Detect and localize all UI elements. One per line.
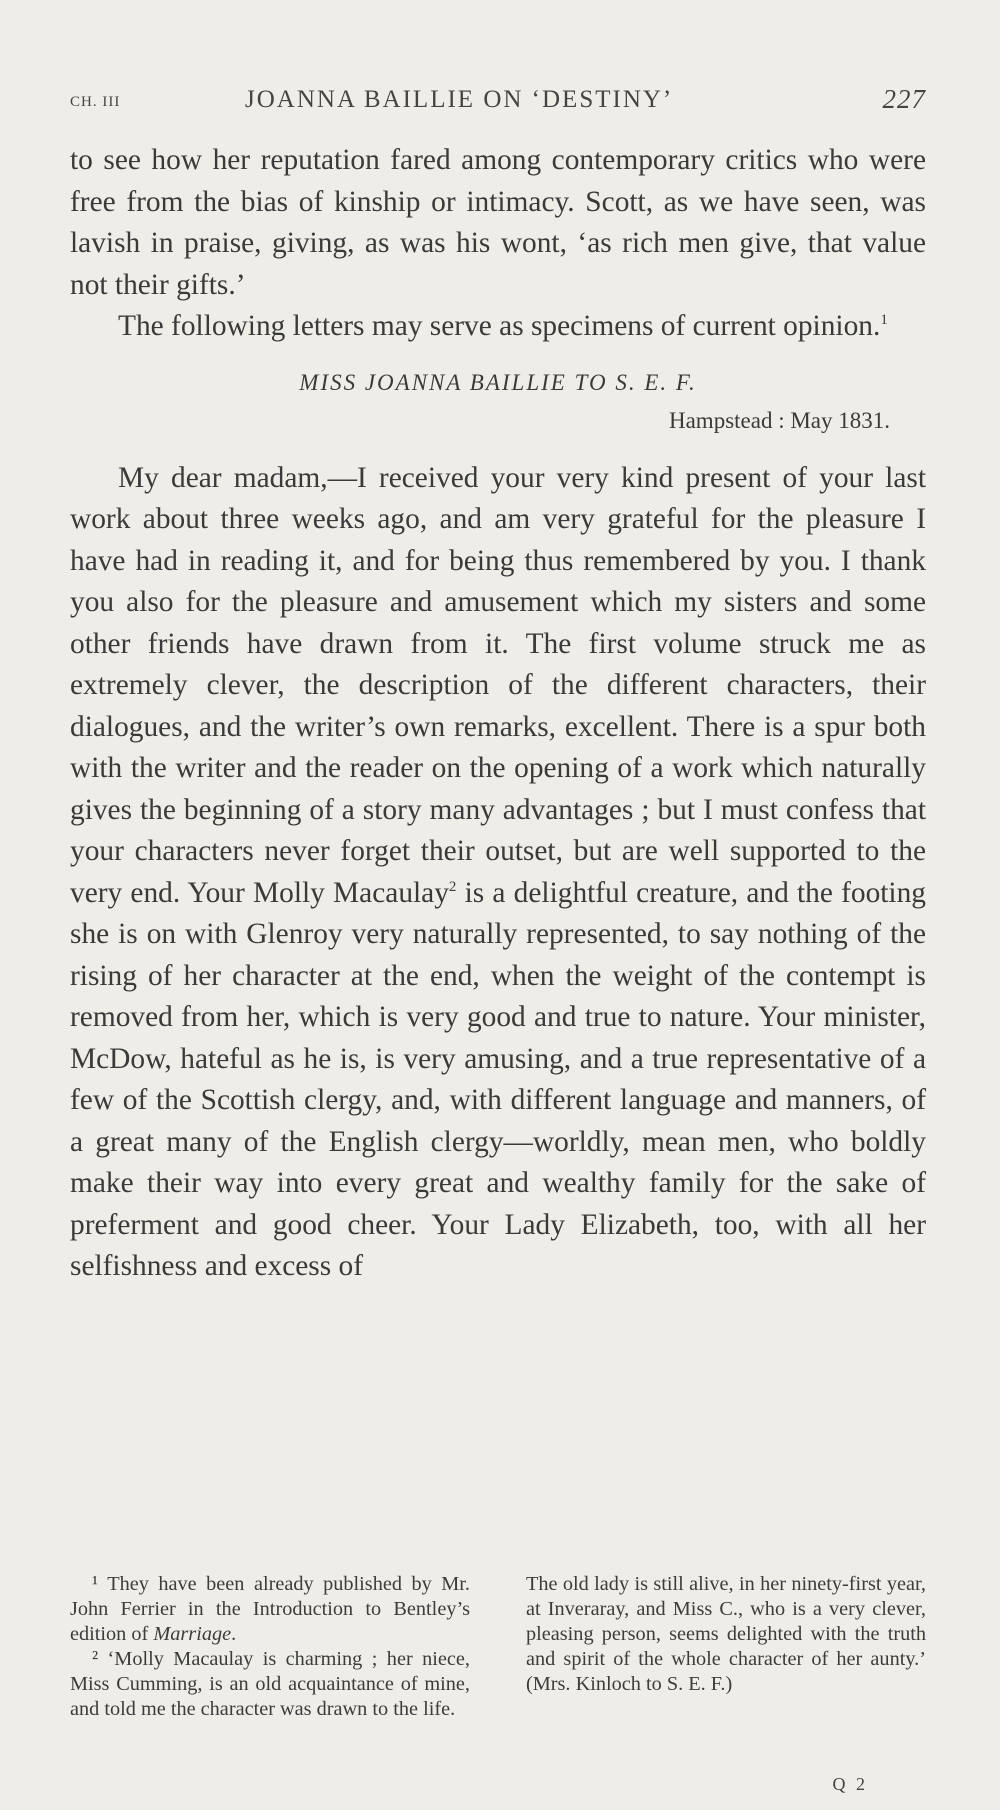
letter-dateline: Hampstead : May 1831. <box>668 407 890 433</box>
intro-paragraph: to see how her reputation fared among contemporary critics who were free from the bias of kinship or intimacy. Scott, as we have seen, was lavish in praise, giving, as was his wont, ‘as rich men give, that value not their gifts.’ <box>70 144 926 301</box>
letter-heading: MISS JOANNA BAILLIE TO S. E. F. <box>299 369 697 395</box>
footnote-1-text: ¹ They have been already published by Mr. John Ferrier in the Introduction to Bentley’s edition of <box>70 1573 470 1645</box>
intro-text: The following letters may serve as specimens of current opinion. <box>118 310 881 342</box>
footnote-1-title: Marriage <box>153 1623 232 1645</box>
letter-text-b: is a delightful creature, and the footing she is on with Glenroy very naturally represented, to say nothing of the rising of her character at the end, when the weight of the contempt is removed from her, which is very good and true to nature. Your minister, McDow, hateful as he is, is very amusing, and a true representative of a few of the Scottish clergy, and, with different language and manners, of a great many of the English clergy—worldly, mean men, who boldly make their way into every great and wealthy family for the sake of preferment and good cheer. Your Lady Elizabeth, too, with all her selfishness and excess of <box>70 876 926 1282</box>
footnote-column-left <box>70 1572 470 1722</box>
footnote-2: ² ‘Molly Macaulay is charming ; her niece, Miss Cumming, is an old acquaintance of mine, and told me the character was drawn to the life. <box>70 1648 470 1720</box>
footnote-1 <box>70 1572 470 1647</box>
intro-paragraph-2 <box>70 306 926 348</box>
book-page <box>70 82 926 1794</box>
footnotes <box>70 1572 926 1722</box>
chapter-label: CH. III <box>70 94 121 110</box>
footnote-ref-2: 2 <box>448 878 457 895</box>
page-number: 227 <box>882 84 926 114</box>
letter-text-a: My dear madam,—I received your very kind present of your last work about three weeks ago, and am very grateful for the pleasure I have had in reading it, and for being thus remembered by you. I thank you also for the pleasure and amusement which my sisters and some other friends have drawn from it. The first volume struck me as extremely clever, the description of the different characters, their dialogues, and the writer’s own remarks, excellent. There is a spur both with the writer and the reader on the opening of a work which naturally gives the beginning of a story many advantages ; but I must confess that your characters never forget their outset, but are well supported to the very end. Your Molly Macaulay <box>70 461 926 909</box>
signature-mark: Q 2 <box>832 1774 868 1794</box>
footnote-1-end: . <box>231 1623 237 1645</box>
letter-body <box>70 458 926 1288</box>
footnote-column-right <box>526 1572 926 1722</box>
running-title: JOANNA BAILLIE ON ‘DESTINY’ <box>245 86 674 113</box>
footnote-2-continued: The old lady is still alive, in her ninety-first year, at Inveraray, and Miss C., who is a very clever, pleasing person, seems delighted with the truth and spirit of the whole character of her aunty.’ (Mrs. Kinloch to S. E. F.) <box>526 1573 926 1695</box>
footnote-ref-1: 1 <box>880 312 888 329</box>
running-head <box>70 82 926 122</box>
